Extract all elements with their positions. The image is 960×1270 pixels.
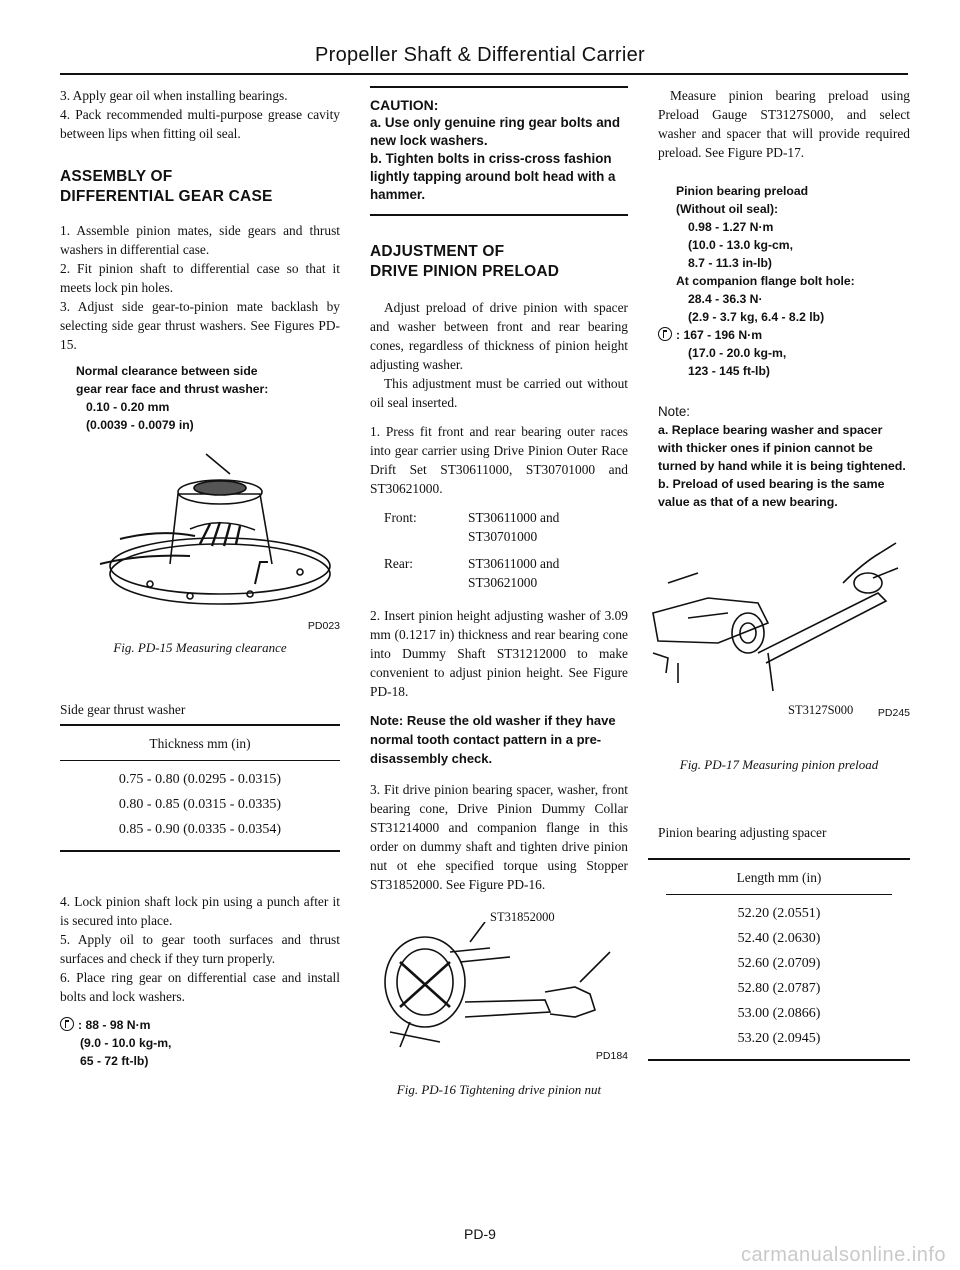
- note-heading: Note:: [658, 404, 691, 419]
- step-3: 3. Adjust side gear-to-pinion mate backlash by selecting side gear thrust washers. See Figures PD-15.: [60, 299, 340, 352]
- column-right: [648, 86, 910, 1061]
- table-title: Side gear thrust washer: [60, 702, 186, 717]
- step-6: 6. Place ring gear on differential case and install bolts and lock washers.: [60, 970, 340, 1004]
- spec-value: 0.98 - 1.27 N·m: [688, 220, 774, 234]
- intro-paragraph: Measure pinion bearing preload using Preload Gauge ST3127S000, and select washer and spacer that will provide required preload. See Figure PD-17.: [658, 88, 910, 160]
- intro-paragraph: Adjust preload of drive pinion with spacer and washer between front and rear bearing cones, regardless of thickness of pinion height adjusting washer.: [370, 300, 628, 372]
- intro-paragraph-2: This adjustment must be carried out without oil seal inserted.: [370, 376, 628, 410]
- tool-callout: ST31852000: [490, 910, 555, 924]
- tool-row-rear: [370, 554, 628, 592]
- figure-pd16: [370, 910, 628, 1070]
- figure-code: PD245: [877, 707, 910, 719]
- spec-label: gear rear face and thrust washer:: [76, 382, 269, 396]
- figure-code: PD184: [595, 1050, 628, 1062]
- table-row: 53.00 (2.0866): [737, 1006, 821, 1021]
- table-row: 52.20 (2.0551): [737, 906, 821, 921]
- table-rule: [648, 1059, 910, 1061]
- tool-value: ST30611000 and: [468, 556, 560, 571]
- figure-caption: Fig. PD-15 Measuring clearance: [113, 640, 287, 655]
- table-row: 0.80 - 0.85 (0.0315 - 0.0335): [118, 797, 282, 812]
- tool-value: ST30621000: [468, 575, 538, 590]
- figure-code: PD023: [307, 620, 340, 632]
- tool-callout: ST3127S000: [788, 703, 854, 717]
- watermark: carmanualsonline.info: [740, 1244, 946, 1266]
- figure-caption: Fig. PD-16 Tightening drive pinion nut: [396, 1082, 602, 1097]
- torque-value: : 167 - 196 N·m: [676, 328, 763, 342]
- spec-value: 8.7 - 11.3 in-lb): [688, 256, 772, 270]
- spec-label: At companion flange bolt hole:: [676, 274, 855, 288]
- caution-heading: CAUTION:: [370, 97, 439, 113]
- table-row: 52.40 (2.0630): [737, 931, 821, 946]
- table-rule: [648, 858, 910, 860]
- spec-label: (Without oil seal):: [676, 202, 779, 216]
- step-1: 1. Assemble pinion mates, side gears and thrust washers in differential case.: [60, 223, 340, 257]
- column-left: [60, 86, 340, 1070]
- step-2: 2. Insert pinion height adjusting washer of 3.09 mm (0.1217 in) thickness and rear bearing cone into Dummy Shaft ST31212000 to make convenient to adjust pinion height. See Figure PD-18.: [370, 608, 628, 699]
- table-rule: [60, 724, 340, 726]
- spec-value: (10.0 - 13.0 kg-cm,: [688, 238, 793, 252]
- table-row: 0.75 - 0.80 (0.0295 - 0.0315): [118, 772, 282, 787]
- step-2: 2. Fit pinion shaft to differential case so that it meets lock pin holes.: [60, 261, 340, 295]
- caution-item-b: b. Tighten bolts in criss-cross fashion lightly tapping around bolt head with a hammer.: [370, 151, 616, 202]
- note: Note: Reuse the old washer if they have normal tooth contact pattern in a pre-disassembly check.: [370, 713, 616, 766]
- table-row: 52.80 (2.0787): [737, 981, 821, 996]
- caution-rule: [370, 86, 628, 88]
- spec-value: (2.9 - 3.7 kg, 6.4 - 8.2 lb): [688, 310, 825, 324]
- torque-icon: [60, 1017, 74, 1031]
- preload-gauge-illustration: [648, 523, 910, 713]
- torque-value: 123 - 145 ft-lb): [688, 364, 770, 378]
- step-4: 4. Lock pinion shaft lock pin using a punch after it is secured into place.: [60, 894, 340, 928]
- torque-icon: [658, 327, 672, 341]
- caution-item-a: a. Use only genuine ring gear bolts and new lock washers.: [370, 115, 621, 148]
- step-1: 1. Press fit front and rear bearing outer races into gear carrier using Drive Pinion Outer Race Drift Set ST30611000, ST30701000 and ST30621000.: [370, 424, 628, 496]
- step-5: 5. Apply oil to gear tooth surfaces and thrust surfaces and check if they turn properly.: [60, 932, 340, 966]
- note-item-b: b. Preload of used bearing is the same value as that of a new bearing.: [658, 477, 885, 509]
- table-header: Length mm (in): [736, 870, 822, 885]
- section-heading-assembly: ASSEMBLY OF: [60, 168, 173, 185]
- tool-label: Front:: [384, 510, 417, 525]
- spec-value-in: (0.0039 - 0.0079 in): [86, 418, 194, 432]
- step-apply-gear-oil: 3. Apply gear oil when installing bearings.: [60, 88, 288, 103]
- tool-value: ST30701000: [468, 529, 538, 544]
- table-row: 53.20 (2.0945): [737, 1031, 821, 1046]
- torque-value: : 88 - 98 N·m: [78, 1018, 151, 1032]
- table-rule: [60, 760, 340, 761]
- section-heading-drive-pinion: DRIVE PINION PRELOAD: [370, 263, 560, 280]
- page-title: Propeller Shaft & Differential Carrier: [314, 44, 646, 66]
- torque-value: (17.0 - 20.0 kg-m,: [688, 346, 787, 360]
- torque-value: 65 - 72 ft-lb): [80, 1054, 149, 1068]
- tool-value: ST30611000 and: [468, 510, 560, 525]
- section-heading-adjustment: ADJUSTMENT OF: [370, 243, 505, 260]
- spec-value: 28.4 - 36.3 N·: [688, 292, 763, 306]
- differential-case-illustration: [60, 444, 340, 634]
- spec-label: Normal clearance between side: [76, 364, 258, 378]
- step-pack-grease: 4. Pack recommended multi-purpose grease cavity between lips when fitting oil seal.: [60, 107, 340, 141]
- column-middle: [370, 86, 628, 1098]
- figure-pd15: [60, 444, 340, 640]
- header-rule: [60, 73, 908, 75]
- section-heading-diff-gear-case: DIFFERENTIAL GEAR CASE: [60, 188, 273, 205]
- table-header: Thickness mm (in): [149, 736, 251, 751]
- tool-label: Rear:: [384, 556, 413, 571]
- spec-value-mm: 0.10 - 0.20 mm: [86, 400, 170, 414]
- torque-value: (9.0 - 10.0 kg-m,: [80, 1036, 172, 1050]
- figure-caption: Fig. PD-17 Measuring pinion preload: [679, 757, 879, 772]
- spec-label: Pinion bearing preload: [676, 184, 809, 198]
- table-row: 52.60 (2.0709): [737, 956, 821, 971]
- tool-row-front: [370, 508, 628, 546]
- table-title: Pinion bearing adjusting spacer: [658, 825, 827, 840]
- figure-pd17: [648, 523, 910, 723]
- step-3: 3. Fit drive pinion bearing spacer, washer, front bearing cone, Drive Pinion Dummy Collar ST31214000 and companion flange in this order on dummy shaft and tighten drive pinion nut ot ehe specified torque using Stopper ST31852000. See Figure PD-16.: [370, 782, 628, 892]
- pinion-nut-tightening-illustration: [370, 922, 628, 1062]
- page-number: PD-9: [464, 1226, 496, 1242]
- table-rule: [666, 894, 892, 895]
- table-row: 0.85 - 0.90 (0.0335 - 0.0354): [118, 822, 282, 837]
- note-item-a: a. Replace bearing washer and spacer with thicker ones if pinion cannot be turned by hand while it is being tightened.: [658, 423, 906, 473]
